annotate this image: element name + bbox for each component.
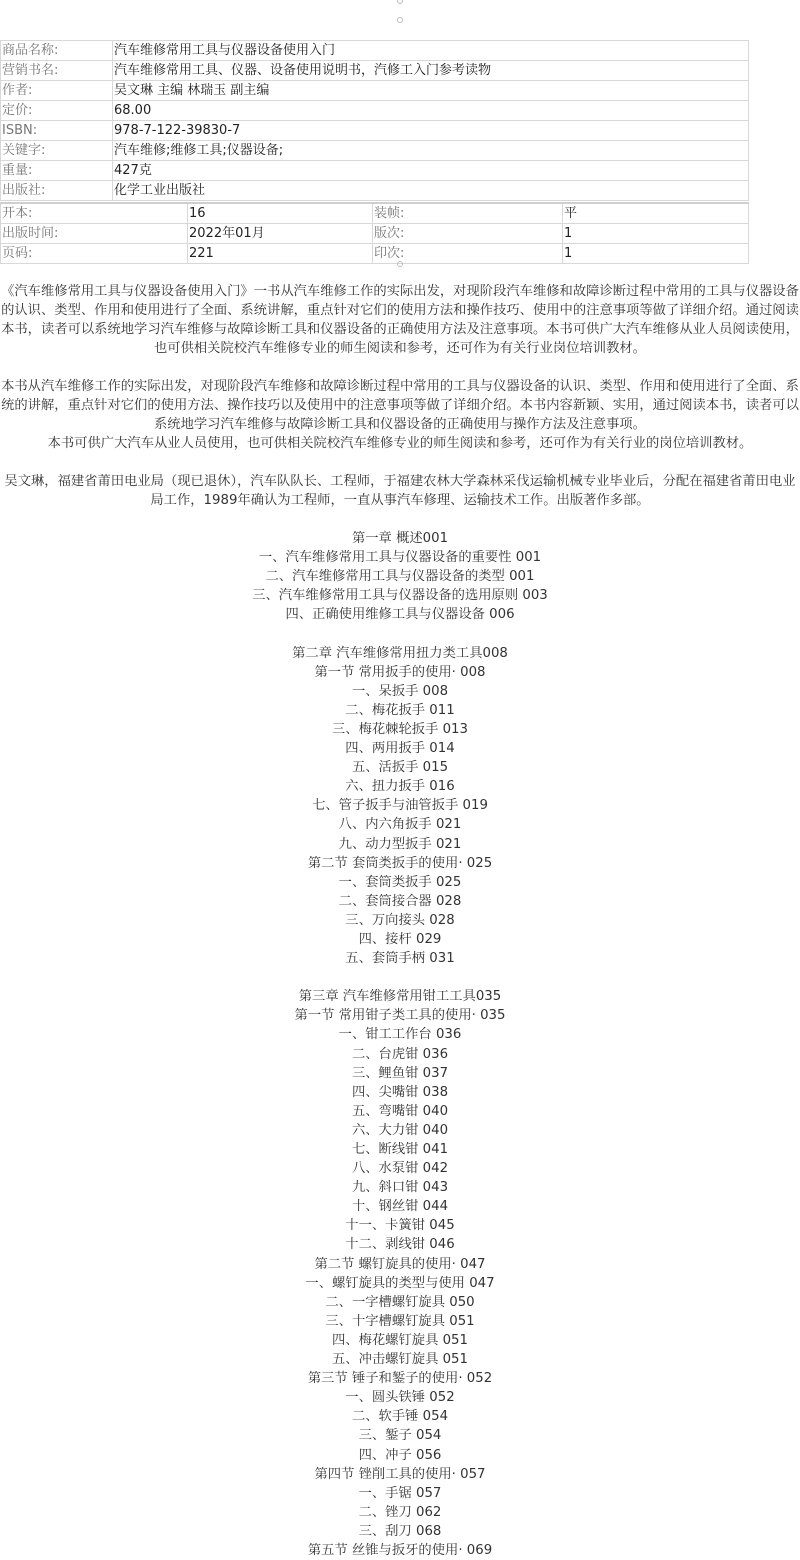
- info-row: [1, 61, 749, 81]
- info-label: 定价:: [1, 101, 113, 121]
- toc-entry: 八、水泵钳 042: [351, 1161, 449, 1177]
- info-label: 重量:: [1, 161, 113, 181]
- toc-entry: 三、鲤鱼钳 037: [351, 1065, 449, 1081]
- toc-entry: 二、汽车维修常用工具与仪器设备的类型 001: [265, 569, 535, 585]
- toc-entry: 九、动力型扳手 021: [338, 836, 462, 852]
- toc-entry: 三、汽车维修常用工具与仪器设备的选用原则 003: [252, 588, 548, 604]
- toc-entry: 二、锉刀 062: [358, 1504, 442, 1520]
- info-value-publisher: 化学工业出版社: [113, 181, 749, 201]
- toc-entry: 七、断线钳 041: [351, 1142, 449, 1157]
- toc-entry: 六、扭力扳手 016: [345, 779, 455, 795]
- info-label: 营销书名:: [1, 61, 113, 81]
- info-row: [1, 41, 749, 61]
- separator-dot: [397, 0, 403, 4]
- toc-entry: 二、一字槽螺钉旋具 050: [325, 1294, 475, 1310]
- specs-value-pages: 221: [188, 244, 373, 264]
- toc-spacer: [0, 968, 800, 987]
- info-value-keywords: 汽车维修;维修工具;仪器设备;: [113, 141, 749, 161]
- toc-entry: 一、钳工工作台 036: [338, 1027, 462, 1043]
- toc-entry: 五、弯嘴钳 040: [351, 1103, 449, 1119]
- summary-paragraph-2: 本书可供广大汽车从业人员使用，也可供相关院校汽车维修专业的师生阅读和参考，还可作为有关行业的岗位培训教材。: [47, 436, 753, 451]
- toc-entry: 四、正确使用维修工具与仪器设备 006: [285, 607, 515, 623]
- summary-paragraph: 本书从汽车维修工作的实际出发，对现阶段汽车维修和故障诊断过程中常用的工具与仪器设备的认识、类型、作用和使用进行了全面、系统的讲解，重点针对它们的使用方法、操作技巧以及使用中的注意事项等做了详细介绍。本书内容新颖、实用，通过阅读本书，读者可以系统地学习汽车维修与故障诊断工具和仪器设备的正确使用与操作方法及注意事项。: [1, 379, 799, 432]
- specs-value-format: 16: [188, 203, 373, 224]
- toc-entry: 十一、卡簧钳 045: [345, 1218, 455, 1234]
- toc-entry: 二、梅花扳手 011: [345, 702, 455, 718]
- toc-entry: 七、管子扳手与油管扳手 019: [312, 798, 488, 814]
- info-value-price: 68.00: [113, 101, 749, 121]
- author-bio-paragraph: 吴文琳，福建省莆田电业局（现已退休），汽车队队长、工程师，于福建农林大学森林采伐运输机械专业毕业后，分配在福建省莆田电业局工作，1989年确认为工程师，一直从事汽车修理、运输技术工作。出版著作多部。: [4, 474, 796, 508]
- toc-entry: 第一节 常用扳手的使用· 008: [314, 664, 486, 680]
- toc-entry: 一、螺钉旋具的类型与使用 047: [305, 1275, 495, 1291]
- toc-entry: 一、手锯 057: [358, 1485, 442, 1501]
- info-value-marketing: 汽车维修常用工具、仪器、设备使用说明书，汽修工入门参考读物: [113, 61, 749, 81]
- toc-entry: 二、软手锤 054: [351, 1409, 449, 1425]
- toc-entry: 五、活扳手 015: [351, 760, 449, 776]
- specs-label: 装帧:: [373, 203, 563, 224]
- info-row: [1, 141, 749, 161]
- toc-entry: 第二节 套筒类扳手的使用· 025: [307, 855, 493, 871]
- info-value-isbn: 978-7-122-39830-7: [113, 121, 749, 141]
- specs-value-date: 2022年01月: [188, 224, 373, 244]
- toc-entry: 四、两用扳手 014: [345, 741, 455, 757]
- specs-row: [1, 224, 749, 244]
- info-label: 商品名称:: [1, 41, 113, 61]
- toc-entry: 第四节 锉削工具的使用· 057: [314, 1466, 486, 1482]
- toc-entry: 三、梅花棘轮扳手 013: [332, 721, 468, 737]
- toc-entry: 一、套筒类扳手 025: [338, 874, 462, 890]
- specs-row: [1, 203, 749, 224]
- toc-entry: 三、錾子 054: [358, 1428, 442, 1444]
- specs-value-printing: 1: [563, 244, 749, 264]
- toc-entry: 二、套筒接合器 028: [338, 893, 462, 909]
- specs-label: 开本:: [1, 203, 188, 224]
- specs-label: 版次:: [373, 224, 563, 244]
- toc-entry: 第三节 锤子和錾子的使用· 052: [307, 1371, 493, 1387]
- toc-entry: 三、万向接头 028: [345, 912, 455, 928]
- info-value-weight: 427克: [113, 161, 749, 181]
- specs-value-binding: 平: [563, 203, 749, 224]
- toc-entry: 五、冲击螺钉旋具 051: [332, 1352, 468, 1368]
- info-label: 关键字:: [1, 141, 113, 161]
- summary-section: [0, 377, 800, 453]
- toc-entry: 十二、剥线钳 046: [345, 1237, 455, 1253]
- toc-entry: 三、刮刀 068: [358, 1523, 442, 1539]
- specs-label: 出版时间:: [1, 224, 188, 244]
- specs-label: 印次:: [373, 244, 563, 264]
- toc-entry: 第二节 螺钉旋具的使用· 047: [314, 1256, 486, 1272]
- toc-entry: 九、斜口钳 043: [351, 1180, 449, 1196]
- toc-entry: 一、圆头铁锤 052: [345, 1390, 455, 1406]
- info-value-name: 汽车维修常用工具与仪器设备使用入门: [113, 41, 749, 61]
- toc-entry: 第一章 概述001: [351, 531, 449, 546]
- info-row: [1, 181, 749, 201]
- toc-entry: 四、冲子 056: [358, 1447, 442, 1463]
- specs-label: 页码:: [1, 244, 188, 264]
- toc-entry: 四、尖嘴钳 038: [351, 1084, 449, 1100]
- toc-entry: 四、梅花螺钉旋具 051: [332, 1332, 468, 1348]
- info-row: [1, 121, 749, 141]
- toc-entry: 一、汽车维修常用工具与仪器设备的重要性 001: [258, 550, 542, 566]
- toc-entry: 十、钢丝钳 044: [351, 1199, 449, 1215]
- info-label: ISBN:: [1, 121, 113, 141]
- info-label: 作者:: [1, 81, 113, 101]
- specs-table: [0, 202, 749, 264]
- info-label: 出版社:: [1, 181, 113, 201]
- toc-entry: 六、大力钳 040: [351, 1122, 449, 1138]
- toc-entry: 二、台虎钳 036: [351, 1046, 449, 1062]
- separator-dot: [397, 17, 403, 23]
- toc-entry: 四、接杆 029: [358, 931, 442, 947]
- toc-entry: 第二章 汽车维修常用扭力类工具008: [292, 645, 508, 661]
- info-value-author: 吴文琳 主编 林瑞玉 副主编: [113, 81, 749, 101]
- toc-entry: 第五节 丝锥与扳牙的使用· 069: [307, 1542, 493, 1558]
- toc-entry: 第一节 常用钳子类工具的使用· 035: [294, 1008, 506, 1024]
- toc-entry: 第三章 汽车维修常用钳工工具035: [298, 989, 502, 1005]
- toc-entry: 一、呆扳手 008: [351, 683, 449, 699]
- info-row: [1, 101, 749, 121]
- info-row: [1, 81, 749, 101]
- toc-spacer: [0, 624, 800, 643]
- intro-paragraph: 《汽车维修常用工具与仪器设备使用入门》一书从汽车维修工作的实际出发，对现阶段汽车维修和故障诊断过程中常用的工具与仪器设备的认识、类型、作用和使用进行了全面、系统讲解，重点针对它们的使用方法和操作技巧、使用中的注意事项等做了详细介绍。通过阅读本书，读者可以系统地学习汽车维修与故障诊断工具和仪器设备的正确使用方法及注意事项。本书可供广大汽车维修从业人员阅读使用，也可供相关院校汽车维修专业的师生阅读和参考，还可作为有关行业岗位培训教材。: [1, 284, 799, 356]
- separator-dot: [397, 261, 403, 267]
- toc-entry: 八、内六角扳手 021: [338, 817, 462, 833]
- specs-value-edition: 1: [563, 224, 749, 244]
- product-info-table: [0, 40, 749, 201]
- specs-row: [1, 244, 749, 264]
- toc-entry: 五、套筒手柄 031: [345, 951, 455, 967]
- toc-entry: 三、十字槽螺钉旋具 051: [325, 1313, 475, 1329]
- info-row: [1, 161, 749, 181]
- table-of-contents: [0, 529, 800, 1560]
